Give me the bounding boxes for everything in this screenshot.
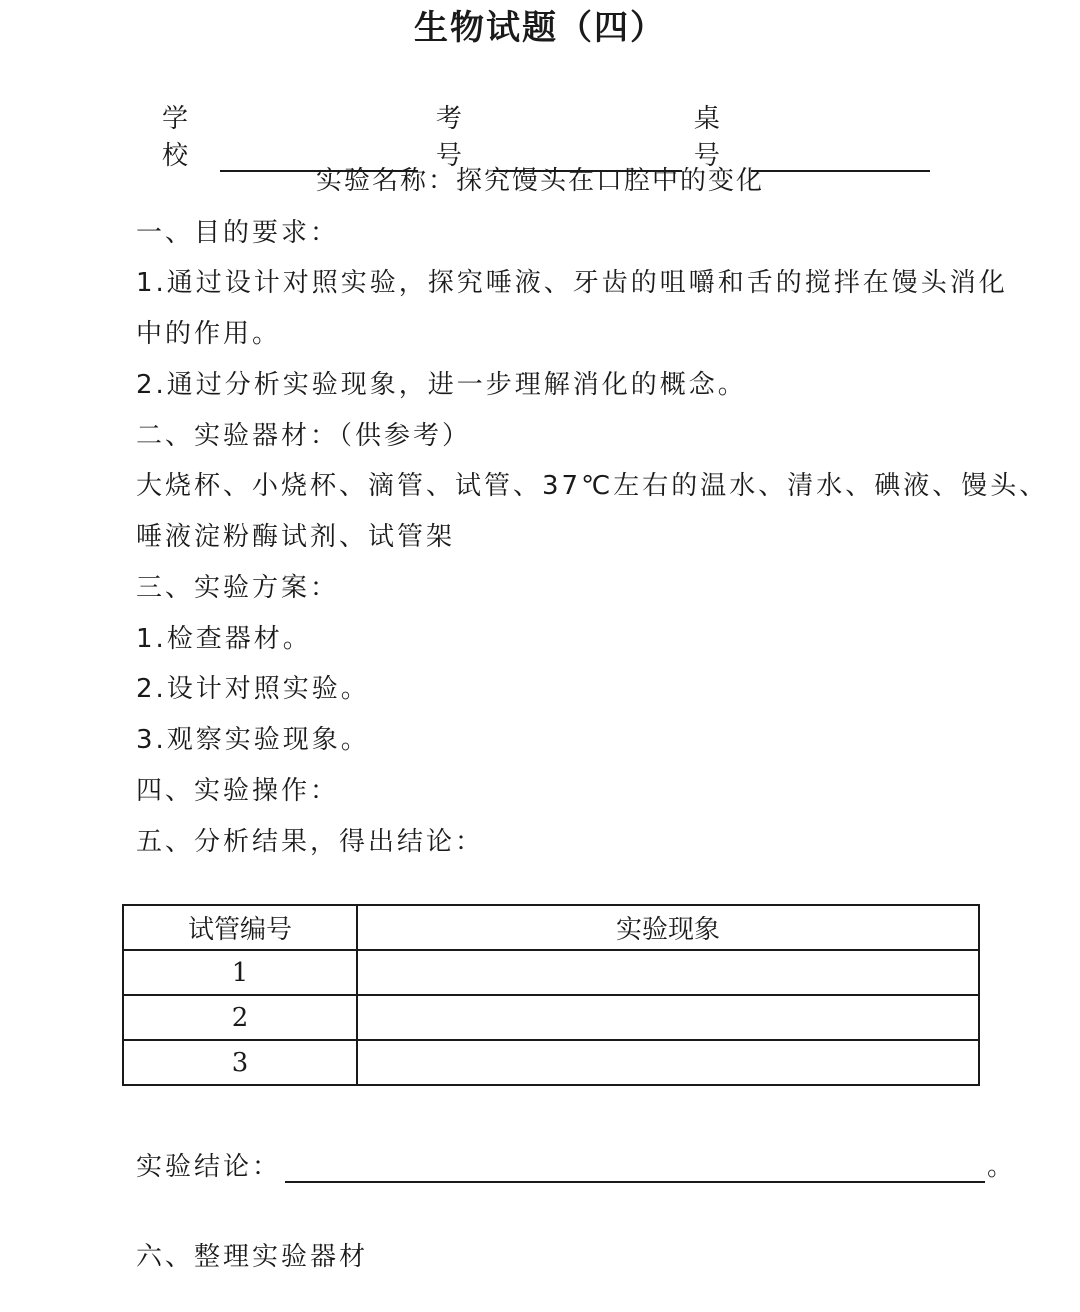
plan-item-1: 1.检查器材。: [136, 624, 312, 654]
exam-no-label: 考号: [435, 104, 465, 171]
table-row: [123, 950, 979, 995]
table-row: [123, 1040, 979, 1085]
page-title: 生物试题（四）: [414, 8, 666, 48]
results-table: [122, 904, 980, 1086]
section-1-item-1b: 中的作用。: [136, 319, 282, 349]
section-1-heading: 一、目的要求：: [136, 218, 340, 248]
school-label: 学校: [162, 104, 192, 171]
experiment-name: 实验名称：探究馒头在口腔中的变化: [315, 166, 764, 196]
table-row: [123, 995, 979, 1040]
header-tube-number: 试管编号: [123, 905, 357, 950]
plan-item-3: 3.观察实验现象。: [136, 725, 370, 755]
section-5-heading: 五、分析结果，得出结论：: [136, 827, 485, 857]
section-1-item-1a: 1.通过设计对照实验，探究唾液、牙齿的咀嚼和舌的搅拌在馒头消化: [136, 268, 1008, 298]
tube-number-cell: 3: [123, 1040, 357, 1085]
section-1-item-2: 2.通过分析实验现象，进一步理解消化的概念。: [136, 370, 747, 400]
tube-number-cell: 2: [123, 995, 357, 1040]
materials-line-2: 唾液淀粉酶试剂、试管架: [136, 522, 456, 552]
section-2-heading: 二、实验器材：（供参考）: [136, 421, 472, 451]
section-3-heading: 三、实验方案：: [136, 573, 340, 603]
tube-number-cell: 1: [123, 950, 357, 995]
phenomenon-cell[interactable]: [357, 1040, 979, 1085]
materials-line-1: 大烧杯、小烧杯、滴管、试管、37℃左右的温水、清水、碘液、馒头、: [136, 471, 1049, 501]
conclusion-end-mark: 。: [987, 1152, 1017, 1182]
section-6-heading: 六、整理实验器材: [136, 1242, 369, 1272]
plan-item-2: 2.设计对照实验。: [136, 674, 370, 704]
conclusion-label: 实验结论：: [136, 1152, 282, 1182]
phenomenon-cell[interactable]: [357, 950, 979, 995]
section-4-heading: 四、实验操作：: [136, 776, 340, 806]
header-phenomenon: 实验现象: [357, 905, 979, 950]
desk-no-label: 桌号: [693, 104, 723, 171]
table-header-row: [123, 905, 979, 950]
conclusion-blank[interactable]: [285, 1153, 985, 1183]
conclusion-line: [136, 1146, 1016, 1183]
phenomenon-cell[interactable]: [357, 995, 979, 1040]
